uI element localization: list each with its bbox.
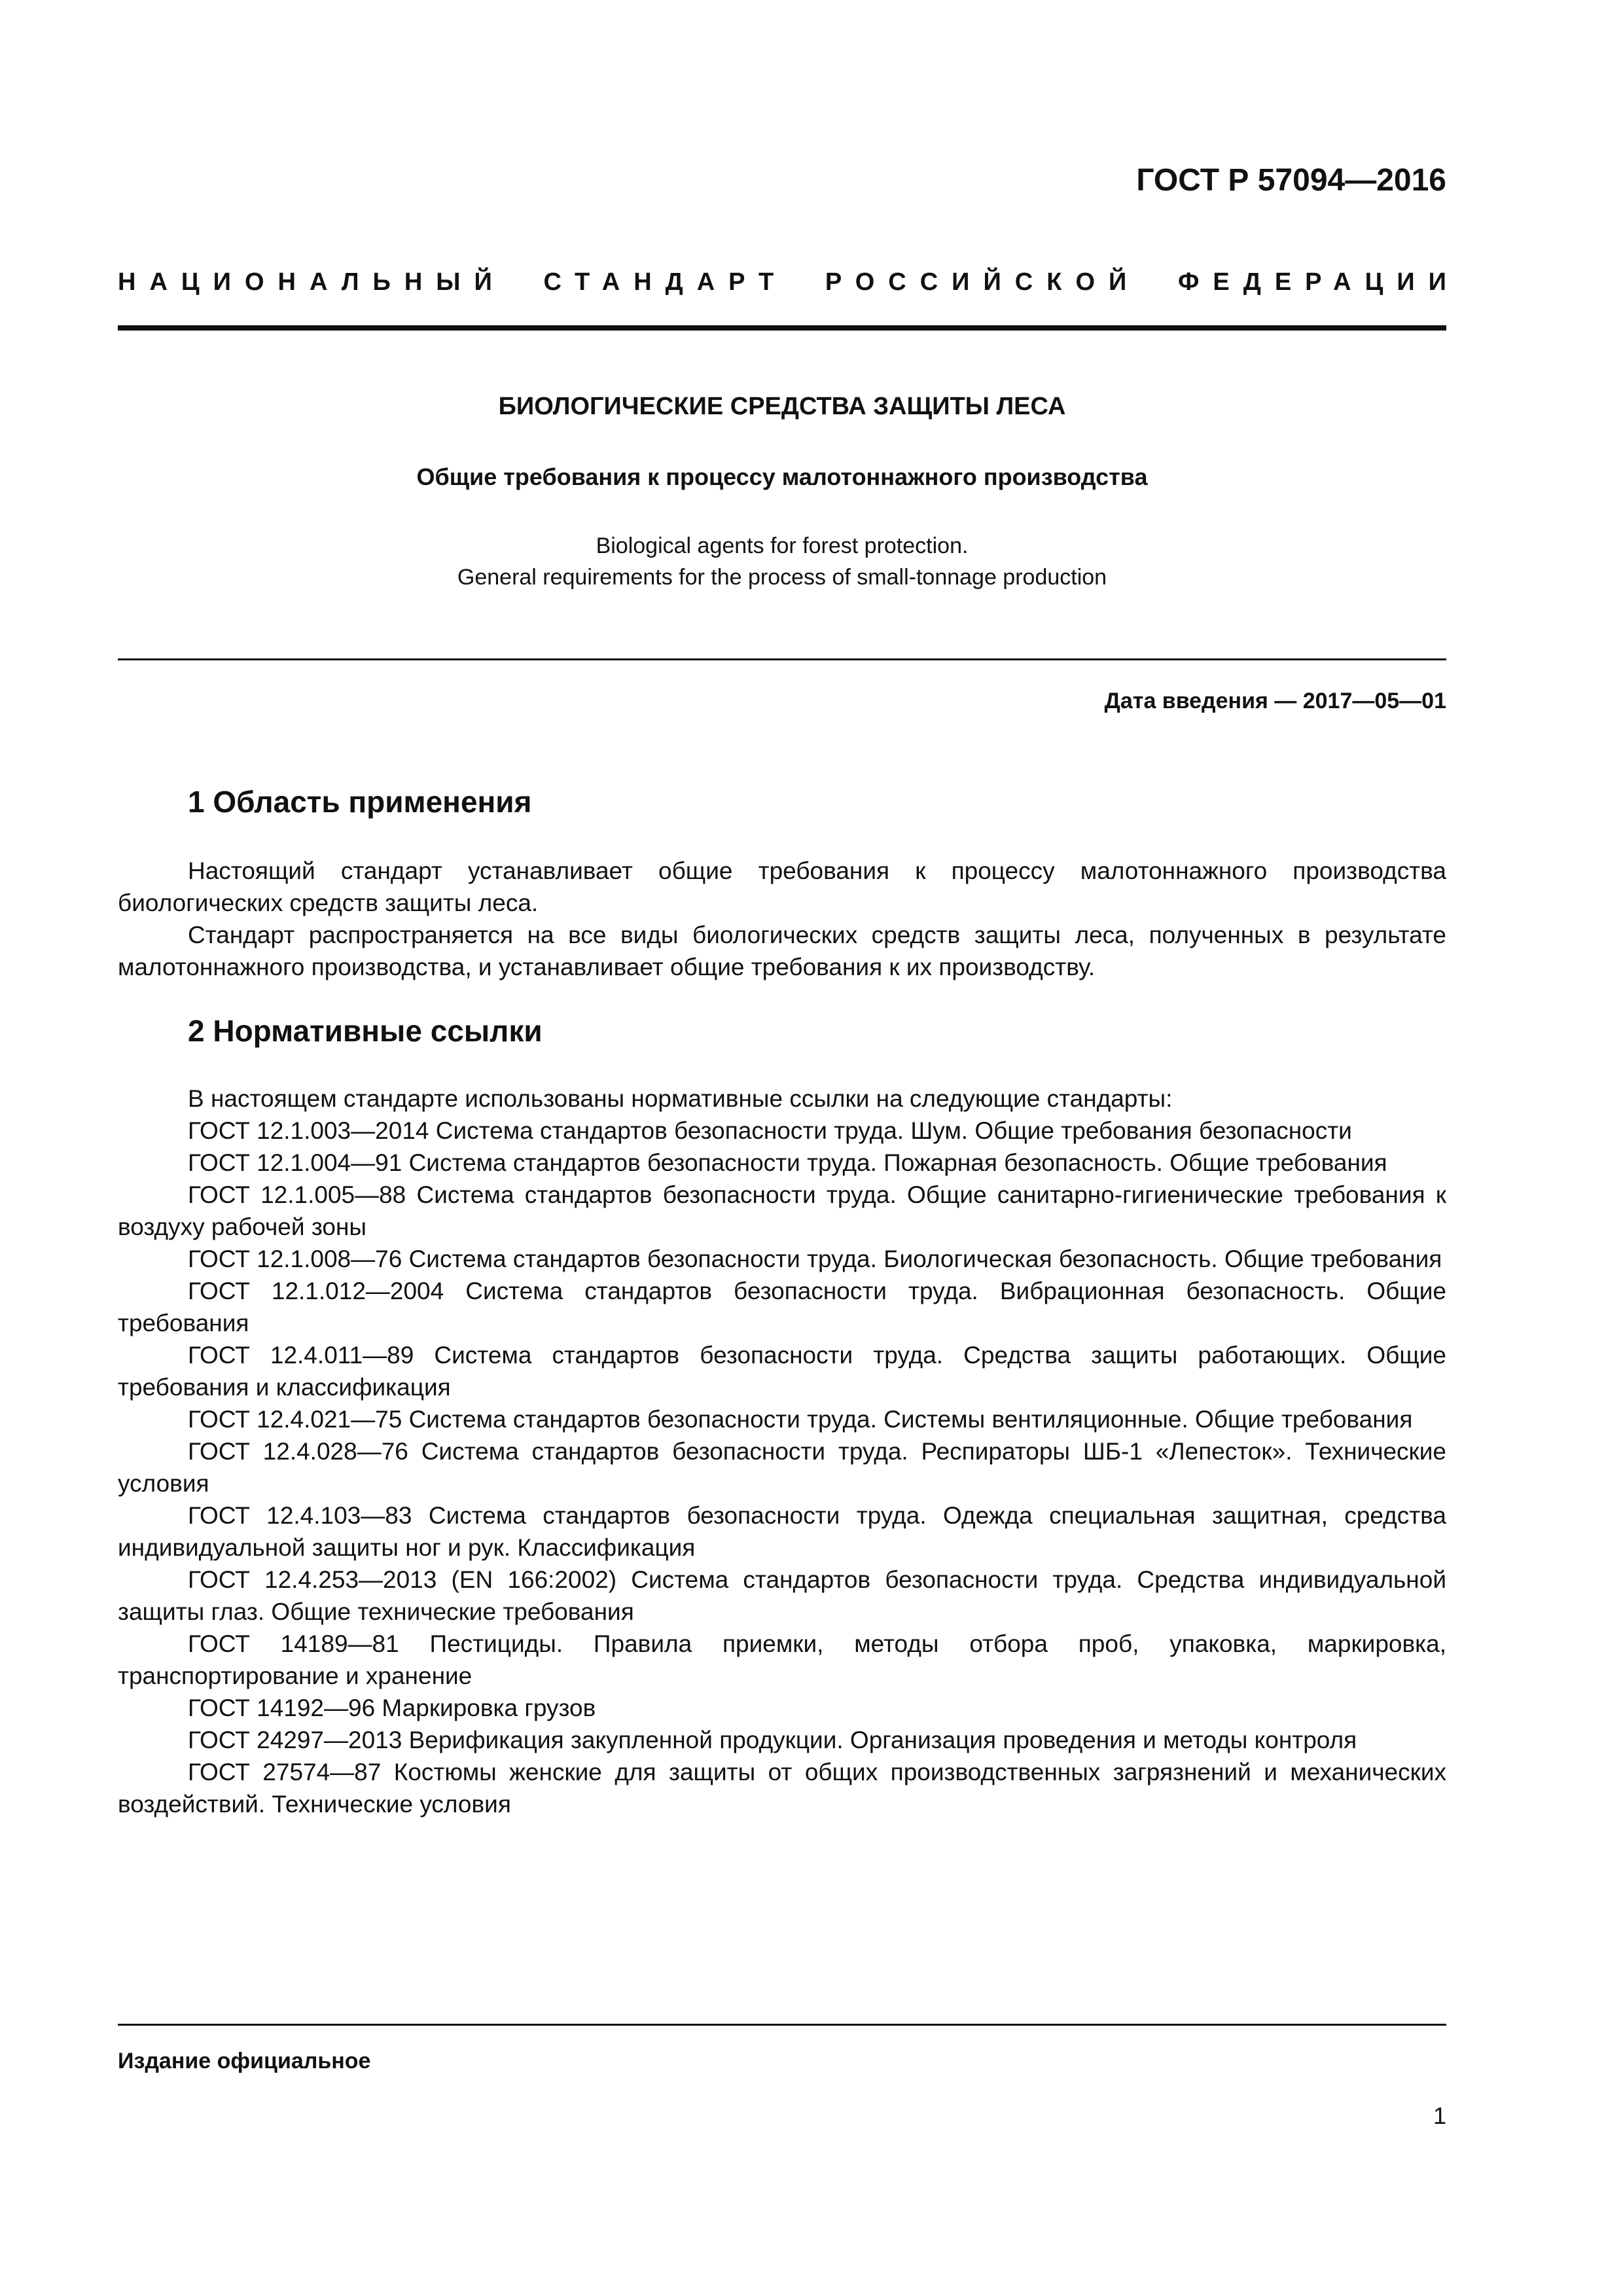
paragraph: Стандарт распространяется на все виды биологических средств защиты леса, полученных в результате малотоннажного производства, и устанавливает общие требования к их производству. <box>118 922 1446 980</box>
reference-item: ГОСТ 12.1.004—91 Система стандартов безопасности труда. Пожарная безопасность. Общие требования <box>188 1149 1387 1176</box>
paragraph: В настоящем стандарте использованы нормативные ссылки на следующие стандарты: <box>188 1085 1173 1112</box>
reference-item: ГОСТ 12.1.005—88 Система стандартов безопасности труда. Общие санитарно-гигиенические требования к воздуху рабочей зоны <box>118 1181 1446 1240</box>
standard-main-title: БИОЛОГИЧЕСКИЕ СРЕДСТВА ЗАЩИТЫ ЛЕСА <box>498 393 1066 420</box>
reference-item: ГОСТ 12.4.028—76 Система стандартов безопасности труда. Респираторы ШБ-1 «Лепесток». Технические условия <box>118 1438 1446 1497</box>
reference-item: ГОСТ 12.4.253—2013 (EN 166:2002) Система стандартов безопасности труда. Средства индивидуальной защиты глаз. Общие технические требования <box>118 1566 1446 1625</box>
national-standard-title <box>118 268 1460 296</box>
introduction-date: Дата введения — 2017—05—01 <box>1104 689 1446 713</box>
official-edition-label: Издание официальное <box>118 2049 371 2073</box>
section-2-body <box>118 1083 1446 1820</box>
reference-item: ГОСТ 12.1.012—2004 Система стандартов безопасности труда. Вибрационная безопасность. Общие требования <box>118 1278 1446 1336</box>
reference-item: ГОСТ 24297—2013 Верификация закупленной продукции. Организация проведения и методы контроля <box>188 1727 1357 1753</box>
national-title-word: ФЕДЕРАЦИИ <box>1177 268 1460 296</box>
national-title-word: НАЦИОНАЛЬНЫЙ <box>118 268 506 296</box>
section-2-heading: 2 Нормативные ссылки <box>188 1014 543 1048</box>
paragraph: Настоящий стандарт устанавливает общие требования к процессу малотоннажного производства биологических средств защиты леса. <box>118 857 1446 916</box>
section-1-heading: 1 Область применения <box>188 785 532 819</box>
national-title-word: СТАНДАРТ <box>543 268 788 296</box>
english-title-line: Biological agents for forest protection. <box>596 533 969 558</box>
section-1-body <box>118 855 1446 983</box>
title-divider <box>118 658 1446 660</box>
document-number: ГОСТ Р 57094—2016 <box>1136 163 1446 198</box>
reference-item: ГОСТ 14192—96 Маркировка грузов <box>188 1695 596 1721</box>
header-divider <box>118 325 1446 331</box>
standard-sub-title: Общие требования к процессу малотоннажного производства <box>416 463 1148 490</box>
reference-item: ГОСТ 12.1.003—2014 Система стандартов безопасности труда. Шум. Общие требования безопасности <box>188 1117 1352 1144</box>
english-title-line: General requirements for the process of small-tonnage production <box>457 565 1107 590</box>
footer-divider <box>118 2024 1446 2026</box>
national-title-word: РОССИЙСКОЙ <box>825 268 1141 296</box>
reference-item: ГОСТ 12.4.103—83 Система стандартов безопасности труда. Одежда специальная защитная, средства индивидуальной защиты ног и рук. Классификация <box>118 1502 1446 1561</box>
reference-item: ГОСТ 12.4.021—75 Система стандартов безопасности труда. Системы вентиляционные. Общие требования <box>188 1406 1413 1433</box>
english-title <box>118 530 1446 593</box>
reference-item: ГОСТ 12.4.011—89 Система стандартов безопасности труда. Средства защиты работающих. Общие требования и классификация <box>118 1342 1446 1401</box>
page-number: 1 <box>1433 2102 1446 2129</box>
reference-item: ГОСТ 14189—81 Пестициды. Правила приемки, методы отбора проб, упаковка, маркировка, транспортирование и хранение <box>118 1630 1446 1689</box>
reference-item: ГОСТ 12.1.008—76 Система стандартов безопасности труда. Биологическая безопасность. Общие требования <box>188 1246 1442 1272</box>
reference-item: ГОСТ 27574—87 Костюмы женские для защиты от общих производственных загрязнений и механических воздействий. Технические условия <box>118 1759 1446 1818</box>
